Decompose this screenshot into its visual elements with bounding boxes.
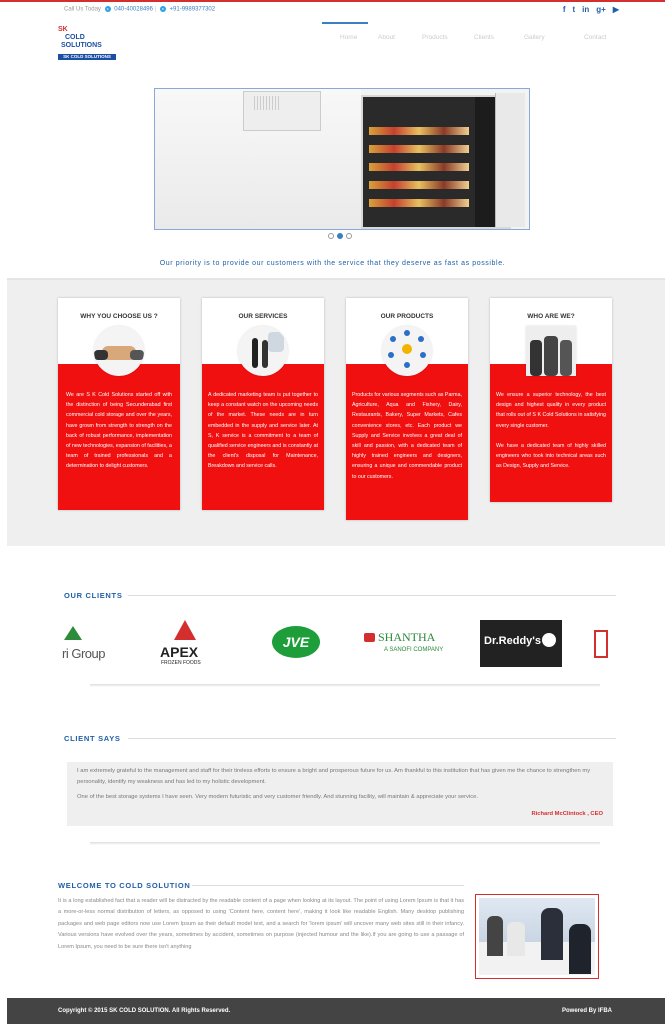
nav-products[interactable]: Products [422, 34, 448, 41]
footer [7, 998, 665, 1024]
card-our-products [346, 298, 468, 520]
card-text: Products for various segments such as Parma, Agriculture, Aqua and Fishery, Dairy, Restaurants, Bakery, Super Markets, Cafes convenience stores, etc. Each product we Supply and Service involves a great deal of skill and passion, with a dedicated team of highly trained engineers and designers, ensuring a unique and commendable product to our customers. [352, 392, 462, 480]
cooling-unit-image [243, 91, 321, 131]
slider-dot-active[interactable] [337, 233, 343, 239]
powered-by-link[interactable]: Powered By IFBA [561, 1008, 612, 1014]
client-logo-apex[interactable] [160, 620, 210, 668]
phone-link-1[interactable]: 040-40028496 [114, 6, 153, 13]
client-name: ri Group [62, 646, 105, 661]
skype-icon: s [161, 6, 164, 11]
divider [128, 738, 616, 739]
card-title: OUR SERVICES [238, 313, 288, 320]
shantha-mark-icon [364, 633, 375, 642]
nav-about[interactable]: About [378, 34, 395, 41]
linkedin-icon[interactable]: in [582, 5, 590, 14]
dr-reddys-mark-icon [542, 633, 556, 647]
copyright-text: Copyright © 2015 SK COLD SOLUTION. All Rights Reserved. [58, 1008, 231, 1014]
hero-slider[interactable] [154, 88, 530, 230]
client-name: SHANTHA [378, 630, 436, 644]
divider [192, 885, 464, 886]
testimonial-author: Richard McClintock , CEO [531, 811, 603, 817]
phone-link-2[interactable]: +91-9989377302 [169, 6, 216, 13]
card-text-para-2: We have a dedicated team of highly skilled engineers who took into technical areas such as Design, Supply and Service. [496, 442, 606, 470]
welcome-title: WELCOME TO COLD SOLUTION [58, 881, 191, 890]
card-title: OUR PRODUCTS [380, 313, 434, 320]
card-title: WHY YOU CHOOSE US ? [80, 313, 158, 320]
logo-line-3: SOLUTIONS [61, 42, 102, 49]
main-nav [322, 22, 618, 45]
facebook-icon[interactable]: f [562, 5, 566, 14]
divider [90, 842, 600, 845]
logo-wordmark [58, 26, 102, 50]
nav-home[interactable]: Home [322, 22, 368, 45]
business-team-icon [526, 326, 576, 376]
cold-room-door [495, 93, 525, 227]
cold-room-interior-image [361, 95, 511, 229]
card-text: We are S K Cold Solutions started off with the distinction of being Secunderabad first commercial cold storage and over the years, have grown from strength to strength on the back of robust performance, implementation of new technologies, expansion of facilities, a team of trained professionals and a determination to delight customers. [66, 392, 173, 470]
client-logo-jve[interactable] [272, 626, 320, 660]
testimonial-box [67, 762, 613, 826]
team-meeting-icon [238, 326, 288, 376]
testimonials-title: CLIENT SAYS [64, 734, 121, 743]
divider [128, 595, 616, 596]
client-logo-partial[interactable] [594, 630, 616, 658]
client-name: Dr.Reddy's [484, 635, 542, 647]
leaf-icon [64, 626, 82, 640]
skype-icon: s [106, 6, 109, 11]
card-our-services [202, 298, 324, 510]
client-name: JVE [272, 626, 320, 658]
youtube-icon[interactable]: ▶ [612, 5, 619, 14]
slider-dot[interactable] [328, 233, 334, 239]
partial-logo-icon [594, 630, 608, 658]
nav-contact[interactable]: Contact [584, 34, 607, 41]
apex-triangle-icon [174, 620, 196, 640]
card-text-para-1: We ensure a superior technology, the best design and highest quality in every product that rolls out of S K Cold Solutions in satisfying every single customer. [496, 392, 606, 429]
network-cubes-icon [382, 326, 432, 376]
twitter-icon[interactable]: t [572, 5, 576, 14]
logo-line-1: SK [58, 26, 68, 33]
business-meeting-photo [475, 894, 599, 979]
card-who-are-we [490, 298, 612, 502]
client-sub: A SANOFI COMPANY [384, 647, 444, 653]
card-text: A dedicated marketing team is put together to keep a constant watch on the upcoming needs of the market. These needs are in turn embedded in the supply and service later. At S, K service is a commitment to a team of qualified service engineers and is constantly at the client's disposal for Maintenance, Breakdown and service calls. [208, 392, 318, 470]
welcome-text: It is a long established fact that a reader will be distracted by the readable content of a page when looking at its layout. The point of using Lorem Ipsum is that it has a more-or-less normal distribution of letters, as opposed to using 'Content here, content here', making it look like readable English. Many desktop publishing packages and web page editors now use Lorem Ipsum as their default model text, and a search for 'lorem ipsum' will uncover many web sites still in their infancy. Various versions have evolved over the years, sometimes by accident, sometimes on purpose (injected humour and the like).If you are going to use a passage of Lorem Ipsum, you need to be sure there isn't anything [58, 898, 464, 950]
slider-dot[interactable] [346, 233, 352, 239]
testimonial-quote-2: One of the best storage systems I have seen. Very modern futuristic and very customer friendly. And stunning facility, will maintain & appreciate your service. [77, 794, 478, 800]
divider [90, 684, 600, 687]
nav-gallery[interactable]: Gallery [524, 34, 545, 41]
client-logo-ri-group[interactable] [62, 624, 114, 664]
tagline: Our priority is to provide our customers with the service that they deserve as fast as possible. [159, 260, 506, 267]
client-logo-shantha[interactable] [364, 630, 454, 658]
client-logo-dr-reddys[interactable] [480, 620, 562, 667]
site-logo[interactable] [58, 26, 116, 60]
clients-title: OUR CLIENTS [64, 591, 123, 600]
card-title: WHO ARE WE? [527, 313, 575, 320]
call-label: Call Us Today [64, 6, 101, 13]
contact-info: Call Us Today s 040-40028496 | s +91-9989377302 [64, 6, 216, 13]
google-plus-icon[interactable]: g+ [596, 5, 606, 14]
client-name: APEX [160, 644, 199, 660]
logo-line-2: COLD [65, 34, 85, 41]
testimonial-quote-1: I am extremely grateful to the management and staff for their tireless efforts to ensure a bright and prosperous future for us. Am thankful to this institution that has given me the chance to strengthen my personality, identify my weakness and has led to my holistic development. [77, 768, 591, 785]
social-links [563, 5, 619, 14]
logo-bar: SK COLD SOLUTIONS [58, 54, 116, 60]
top-bar [0, 0, 665, 16]
handshake-icon [94, 326, 144, 376]
slider-dots [328, 233, 352, 239]
card-text [490, 390, 612, 471]
nav-clients[interactable]: Clients [474, 34, 494, 41]
card-why-choose-us [58, 298, 180, 510]
client-sub: FROZEN FOODS [161, 660, 201, 666]
